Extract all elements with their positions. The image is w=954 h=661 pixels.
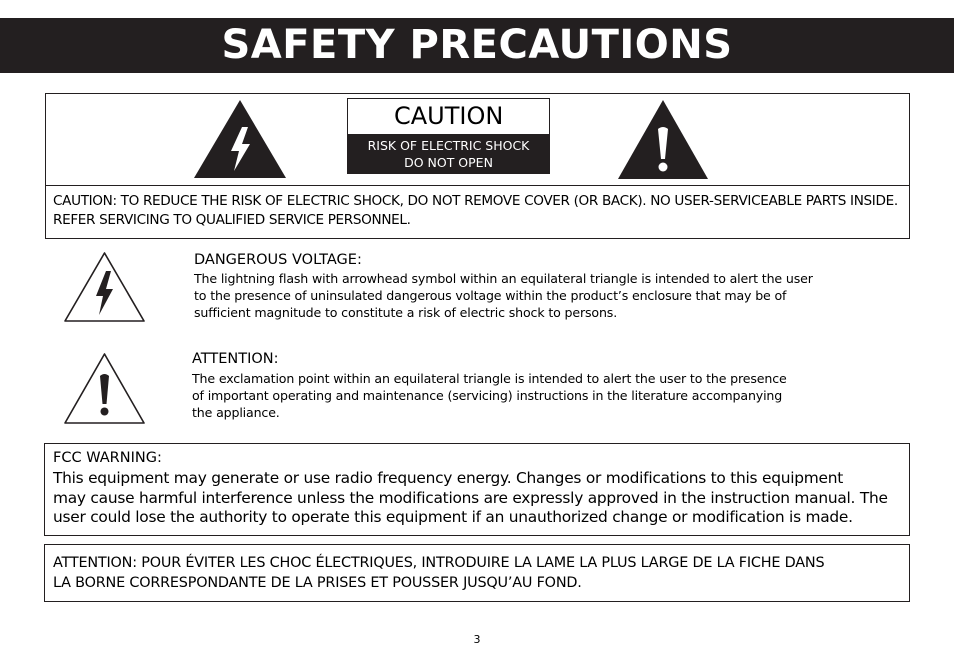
french-attention-line: POUR ÉVITER LES CHOC ÉLECTRIQUES, INTRODUIRE LA LAME LA PLUS LARGE DE LA FICHE DANS: [136, 555, 825, 571]
attention-body: [192, 370, 872, 421]
body-line: LA BORNE CORRESPONDANTE DE LA PRISES ET POUSSER JUSQU’AU FOND.: [53, 574, 582, 591]
body-line: sufficient magnitude to constitute a risk of electric shock to persons.: [194, 305, 618, 320]
dangerous-voltage-heading: DANGEROUS VOLTAGE:: [194, 252, 362, 268]
attention-heading: ATTENTION:: [192, 351, 279, 367]
header-bar: [0, 18, 954, 73]
fcc-warning-panel: [44, 443, 910, 536]
caution-panel: [45, 93, 910, 239]
caution-label-line: DO NOT OPEN: [404, 155, 493, 170]
caution-divider: [46, 185, 909, 186]
french-attention-panel: [44, 544, 910, 602]
lightning-triangle-icon: [193, 99, 287, 179]
body-line: [53, 554, 903, 574]
caution-label-line: RISK OF ELECTRIC SHOCK: [367, 138, 530, 153]
caution-text: [53, 192, 908, 230]
lightning-triangle-outline-icon: [63, 251, 146, 323]
body-line: to the presence of uninsulated dangerous voltage within the product’s enclosure that may be of: [194, 288, 787, 303]
caution-label-title: CAUTION: [394, 102, 504, 130]
caution-lead: CAUTION:: [53, 193, 117, 209]
body-line: may cause harmful interference unless the modifications are expressly approved in the instruction manual. The: [53, 488, 888, 507]
page-title: SAFETY PRECAUTIONS: [221, 22, 733, 68]
body-line: The lightning flash with arrowhead symbol within an equilateral triangle is intended to alert the user: [194, 271, 813, 286]
page-number: 3: [473, 633, 481, 646]
body-line: This equipment may generate or use radio frequency energy. Changes or modifications to this equipment: [53, 469, 844, 487]
exclamation-triangle-outline-icon: [63, 352, 146, 425]
dangerous-voltage-body: [194, 270, 874, 321]
fcc-warning-body: [53, 469, 905, 528]
french-attention-lead: ATTENTION:: [53, 555, 137, 571]
body-line: user could lose the authority to operate this equipment if an unauthorized change or modification is made.: [53, 508, 853, 526]
body-line: the appliance.: [192, 405, 280, 420]
caution-label-strip: [348, 134, 549, 173]
exclamation-triangle-icon: [617, 99, 709, 180]
body-line: The exclamation point within an equilateral triangle is intended to alert the user to the presence: [192, 371, 787, 386]
caution-body: TO REDUCE THE RISK OF ELECTRIC SHOCK, DO NOT REMOVE COVER (OR BACK). NO USER-SERVICEABLE PARTS INSIDE. REFER SERVICING TO QUALIFIED SERVICE PERSONNEL.: [53, 193, 898, 228]
fcc-warning-heading: FCC WARNING:: [53, 450, 162, 466]
caution-label: [347, 98, 550, 174]
body-line: of important operating and maintenance (servicing) instructions in the literature accompanying: [192, 388, 783, 403]
french-attention-text: [53, 554, 903, 593]
